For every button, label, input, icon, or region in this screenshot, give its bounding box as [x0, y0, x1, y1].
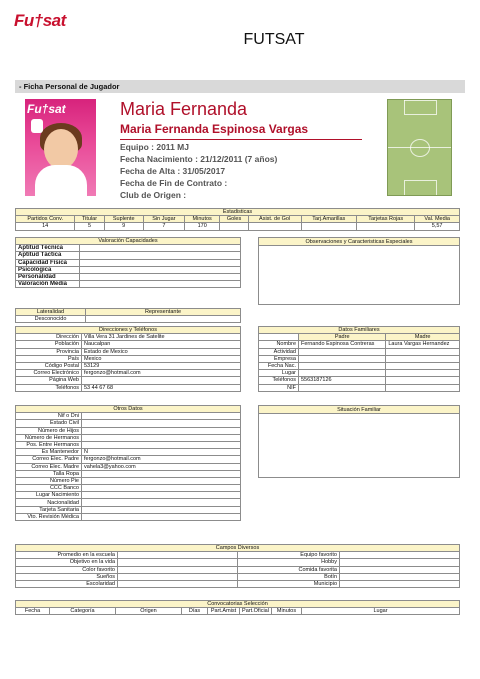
- capacidades-title: Valoración Capacidades: [16, 238, 241, 245]
- familiares-table: [258, 326, 460, 392]
- otro-row: [16, 499, 241, 506]
- campo-label: Botín: [238, 573, 340, 580]
- name-underline: [120, 139, 362, 140]
- convocatoria-header: Días: [182, 608, 208, 615]
- otro-row: [16, 420, 241, 427]
- campo-label: Equipo favorito: [238, 552, 340, 559]
- convocatoria-header: Categoría: [50, 608, 116, 615]
- representante-header: Representante: [86, 309, 241, 316]
- observaciones-title: Observaciones y Caracteristicas Especiales: [259, 238, 459, 246]
- capacidad-value: [80, 245, 241, 252]
- stats-value: [357, 223, 415, 230]
- convocatoria-header: Part.Oficial: [240, 608, 272, 615]
- stats-title: Estadisticas: [16, 209, 460, 216]
- capacidad-value: [80, 259, 241, 266]
- familiar-padre: 5563187126: [299, 377, 386, 384]
- campos-table: [15, 544, 460, 588]
- stats-value: 170: [184, 223, 219, 230]
- campos-title: Campos Diversos: [16, 545, 460, 552]
- stats-header: Suplente: [104, 216, 143, 223]
- familiares-madre-header: Madre: [386, 334, 460, 341]
- situacion-title: Situación Familiar: [259, 406, 459, 414]
- familiar-madre: [386, 362, 460, 369]
- capacidad-row: [16, 273, 241, 280]
- direccion-value: [82, 377, 241, 384]
- otro-label: Número de Hijos: [16, 427, 82, 434]
- otro-row: [16, 456, 241, 463]
- familiar-row: [259, 384, 460, 391]
- campo-label: Sueños: [16, 573, 118, 580]
- direccion-row: [16, 334, 241, 341]
- capacidad-label: Aptitud Técnica: [16, 245, 80, 252]
- direcciones-table: [15, 326, 241, 392]
- direccion-value: fergonzo@hotmail.com: [82, 370, 241, 377]
- badge-icon: [31, 119, 43, 133]
- direccion-label: Dirección: [16, 334, 82, 341]
- convocatoria-header: Part.Amist: [208, 608, 240, 615]
- capacidad-label: Personalidad: [16, 273, 80, 280]
- otro-row: [16, 463, 241, 470]
- capacidad-value: [80, 273, 241, 280]
- familiar-madre: [386, 384, 460, 391]
- otros-title: Otros Datos: [16, 406, 241, 413]
- player-signup: Fecha de Alta : 31/05/2017: [120, 166, 226, 176]
- stats-value: [301, 223, 357, 230]
- campo-label: Escolaridad: [16, 580, 118, 587]
- otros-table: [15, 405, 241, 521]
- otro-value: [82, 470, 241, 477]
- capacidad-row: [16, 252, 241, 259]
- stats-header: Goles: [220, 216, 248, 223]
- capacidad-row: [16, 281, 241, 288]
- campo-label: Comida favorita: [238, 566, 340, 573]
- campo-row: [16, 566, 460, 573]
- otro-row: [16, 441, 241, 448]
- otro-row: [16, 449, 241, 456]
- campo-row: [16, 559, 460, 566]
- otro-row: [16, 513, 241, 520]
- capacidad-label: Aptitud Táctica: [16, 252, 80, 259]
- direccion-row: [16, 355, 241, 362]
- photo-body: [35, 165, 87, 196]
- photo-face: [44, 129, 78, 169]
- familiar-padre: [299, 348, 386, 355]
- direccion-value: Naucalpan: [82, 341, 241, 348]
- position-field-graphic: [387, 99, 452, 196]
- otro-value: fergonzo@hotmail.com: [82, 456, 241, 463]
- campo-value: [118, 573, 238, 580]
- familiar-madre: [386, 370, 460, 377]
- direccion-value: 53 44 67 68: [82, 384, 241, 391]
- familiar-label: Actividad: [259, 348, 299, 355]
- familiar-row: [259, 377, 460, 384]
- player-name: Maria Fernanda: [120, 99, 248, 119]
- lateralidad-table: [15, 308, 241, 323]
- direccion-row: [16, 348, 241, 355]
- campo-value: [118, 552, 238, 559]
- capacidad-row: [16, 245, 241, 252]
- otro-row: [16, 506, 241, 513]
- otro-label: Nif o Dni: [16, 413, 82, 420]
- otro-value: [82, 434, 241, 441]
- convocatoria-header: Minutos: [272, 608, 302, 615]
- stats-header: Val. Media: [415, 216, 460, 223]
- campo-value: [340, 552, 460, 559]
- otro-row: [16, 485, 241, 492]
- familiar-label: Fecha Nac.: [259, 362, 299, 369]
- direccion-label: Población: [16, 341, 82, 348]
- player-photo: [25, 99, 96, 196]
- capacidad-value: [80, 266, 241, 273]
- otro-label: Es Mantenedor: [16, 449, 82, 456]
- section-title: - Ficha Personal de Jugador: [15, 80, 465, 93]
- familiar-row: [259, 341, 460, 348]
- situacion-box: [258, 405, 460, 478]
- otro-label: Estado Civil: [16, 420, 82, 427]
- page-title: FUTSAT: [243, 31, 305, 48]
- familiar-row: [259, 362, 460, 369]
- otro-value: [82, 441, 241, 448]
- campo-value: [340, 580, 460, 587]
- stats-value: 9: [104, 223, 143, 230]
- familiar-padre: [299, 362, 386, 369]
- familiar-padre: [299, 355, 386, 362]
- player-origin-club: Club de Origen :: [120, 190, 187, 200]
- convocatorias-title: Convocatorias Selección: [16, 601, 460, 608]
- familiar-row: [259, 355, 460, 362]
- otro-value: [82, 506, 241, 513]
- otro-label: Nacionalidad: [16, 499, 82, 506]
- capacidad-row: [16, 266, 241, 273]
- direccion-label: Provincia: [16, 348, 82, 355]
- direccion-value: Villa Vera 31 Jardines de Satelite: [82, 334, 241, 341]
- otro-value: vahela3@yahoo.com: [82, 463, 241, 470]
- campo-value: [340, 573, 460, 580]
- familiar-row: [259, 370, 460, 377]
- convocatoria-header: Origen: [116, 608, 182, 615]
- player-team: Equipo : 2011 MJ: [120, 142, 189, 152]
- campo-label: Hobby: [238, 559, 340, 566]
- otro-row: [16, 427, 241, 434]
- otro-label: Lugar Nacimiento: [16, 492, 82, 499]
- stats-header: Sin Jugar: [143, 216, 184, 223]
- familiares-blank: [259, 334, 299, 341]
- otro-value: [82, 427, 241, 434]
- otro-label: Correo Elec. Madre: [16, 463, 82, 470]
- familiar-label: Teléfonos: [259, 377, 299, 384]
- otro-row: [16, 434, 241, 441]
- familiar-label: Lugar: [259, 370, 299, 377]
- direccion-label: Código Postal: [16, 362, 82, 369]
- direccion-label: Página Web: [16, 377, 82, 384]
- stats-value: 14: [16, 223, 75, 230]
- campo-label: Objetivo en la vida: [16, 559, 118, 566]
- photo-logo: Fu†sat: [27, 102, 66, 116]
- campo-row: [16, 573, 460, 580]
- otro-value: N: [82, 449, 241, 456]
- otro-label: Número de Hermanos: [16, 434, 82, 441]
- stats-header: Tarj.Amarillas: [301, 216, 357, 223]
- campo-label: Municipio: [238, 580, 340, 587]
- observaciones-box: [258, 237, 460, 305]
- otro-value: [82, 413, 241, 420]
- familiar-padre: [299, 384, 386, 391]
- familiar-padre: [299, 370, 386, 377]
- capacidad-value: [80, 281, 241, 288]
- direccion-value: Mexico: [82, 355, 241, 362]
- familiar-label: Nombre: [259, 341, 299, 348]
- capacidad-value: [80, 252, 241, 259]
- otro-value: [82, 499, 241, 506]
- convocatoria-header: Fecha: [16, 608, 50, 615]
- familiares-padre-header: Padre: [299, 334, 386, 341]
- convocatorias-table: [15, 600, 460, 615]
- campo-row: [16, 552, 460, 559]
- otro-value: [82, 485, 241, 492]
- player-birth: Fecha Nacimiento : 21/12/2011 (7 años): [120, 154, 278, 164]
- campo-value: [118, 559, 238, 566]
- otro-label: Vto. Revisión Médica: [16, 513, 82, 520]
- familiar-madre: [386, 348, 460, 355]
- campo-value: [118, 566, 238, 573]
- lateralidad-header: Lateralidad: [16, 309, 86, 316]
- otro-label: Pos. Entre Hermanos: [16, 441, 82, 448]
- convocatoria-header: Lugar: [302, 608, 460, 615]
- stats-value: [248, 223, 301, 230]
- otro-value: [82, 420, 241, 427]
- campo-value: [340, 559, 460, 566]
- direccion-value: 53129: [82, 362, 241, 369]
- direccion-label: Correo Electrónico: [16, 370, 82, 377]
- otro-row: [16, 413, 241, 420]
- player-contract-end: Fecha de Fin de Contrato :: [120, 178, 228, 188]
- direccion-row: [16, 377, 241, 384]
- otro-label: Talla Ropa: [16, 470, 82, 477]
- otro-row: [16, 492, 241, 499]
- direccion-row: [16, 384, 241, 391]
- familiares-title: Datos Familiares: [259, 327, 460, 334]
- stats-header: Asist. de Gol: [248, 216, 301, 223]
- direccion-row: [16, 370, 241, 377]
- capacidad-label: Psicológica: [16, 266, 80, 273]
- stats-value: 5: [75, 223, 104, 230]
- otro-value: [82, 513, 241, 520]
- campo-row: [16, 580, 460, 587]
- otro-label: Tarjeta Sanitaria: [16, 506, 82, 513]
- lateralidad-value: Desconocido: [16, 316, 86, 323]
- campo-label: Promedio en la escuela: [16, 552, 118, 559]
- player-full-name: Maria Fernanda Espinosa Vargas: [120, 122, 309, 136]
- familiar-madre: Laura Vargas Hernandez: [386, 341, 460, 348]
- otro-row: [16, 470, 241, 477]
- familiar-row: [259, 348, 460, 355]
- otro-label: Número Pie: [16, 477, 82, 484]
- capacidad-label: Valoración Media: [16, 281, 80, 288]
- familiar-madre: [386, 355, 460, 362]
- direcciones-title: Direcciones y Teléfonos: [16, 327, 241, 334]
- otro-value: [82, 492, 241, 499]
- stats-header: Titular: [75, 216, 104, 223]
- familiar-madre: [386, 377, 460, 384]
- familiar-label: NIF: [259, 384, 299, 391]
- campo-value: [118, 580, 238, 587]
- direccion-label: País: [16, 355, 82, 362]
- otro-label: CCC Banco: [16, 485, 82, 492]
- campo-value: [340, 566, 460, 573]
- stats-value: 5,57: [415, 223, 460, 230]
- capacidad-row: [16, 259, 241, 266]
- campo-label: Color favorito: [16, 566, 118, 573]
- representante-value: [86, 316, 241, 323]
- familiar-label: Empresa: [259, 355, 299, 362]
- stats-header: Partidos Conv.: [16, 216, 75, 223]
- stats-value: [220, 223, 248, 230]
- capacidad-label: Capacidad Física: [16, 259, 80, 266]
- otro-label: Correo Elec. Padre: [16, 456, 82, 463]
- otro-row: [16, 477, 241, 484]
- stats-table: [15, 208, 460, 231]
- direccion-row: [16, 362, 241, 369]
- stats-header: Minutos: [184, 216, 219, 223]
- otro-value: [82, 477, 241, 484]
- direccion-row: [16, 341, 241, 348]
- familiar-padre: Fernando Espinosa Contreras: [299, 341, 386, 348]
- capacidades-table: [15, 237, 241, 288]
- stats-value: 7: [143, 223, 184, 230]
- app-logo: Fu†sat: [14, 11, 66, 30]
- stats-header: Tarjetas Rojas: [357, 216, 415, 223]
- direccion-label: Teléfonos: [16, 384, 82, 391]
- direccion-value: Estado de Mexico: [82, 348, 241, 355]
